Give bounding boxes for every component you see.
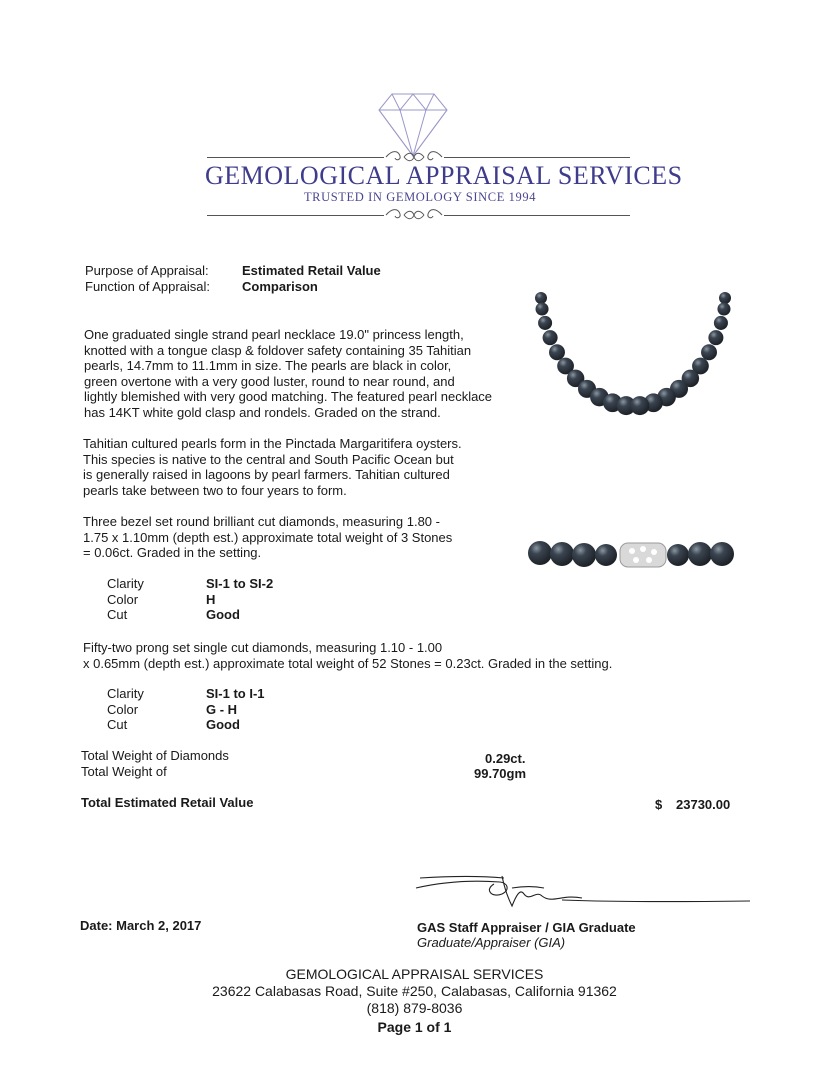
pearl	[719, 292, 731, 304]
text-line: One graduated single strand pearl necklace 19.0" princess length,	[84, 327, 464, 342]
description-paragraph	[84, 327, 524, 421]
text-line: has 14KT white gold clasp and rondels. Graded on the strand.	[84, 404, 441, 420]
text-line: lightly blemished with very good matching. The featured pearl necklace	[84, 389, 493, 405]
pearl	[714, 316, 728, 330]
pearl	[710, 542, 734, 566]
total-retail-currency: $	[655, 797, 663, 812]
text-line: Three bezel set round brilliant cut diamonds, measuring 1.80 -	[83, 514, 440, 529]
signature	[412, 868, 752, 912]
pearl	[688, 542, 712, 566]
purpose-value: Estimated Retail Value	[242, 263, 381, 278]
pearl	[535, 292, 547, 304]
diamond-description-1	[83, 514, 523, 561]
pearl	[572, 543, 596, 567]
page-number: Page 1 of 1	[377, 1019, 452, 1035]
text-line: is generally raised in lagoons by pearl farmers. Tahitian cultured	[83, 467, 450, 483]
function-value: Comparison	[242, 279, 318, 294]
appraiser-name: GAS Staff Appraiser / GIA Graduate	[417, 920, 636, 935]
pearl	[630, 396, 649, 415]
pearl	[595, 544, 617, 566]
text-line: Tahitian cultured pearls form in the Pinctada Margaritifera oysters.	[83, 436, 462, 451]
grade-values-1	[206, 576, 273, 623]
grade-value: SI-1 to SI-2	[206, 576, 274, 591]
pearl	[538, 316, 552, 330]
function-label: Function of Appraisal:	[85, 279, 211, 294]
text-line: knotted with a tongue clasp & foldover safety containing 35 Tahitian	[84, 342, 472, 358]
pearl	[536, 302, 549, 315]
pearl-info-paragraph	[83, 436, 523, 498]
company-name: GEMOLOGICAL APPRAISAL SERVICES	[205, 161, 683, 190]
text-line: pearls, 14.7mm to 11.1mm in size. The pearls are black in color,	[84, 358, 452, 374]
grade-value: SI-1 to I-1	[206, 686, 265, 701]
pearl	[550, 542, 574, 566]
scroll-ornament-bottom-icon	[384, 206, 444, 224]
grade-label: Cut	[107, 717, 128, 732]
pearl	[717, 302, 730, 315]
diamond-description-2	[83, 640, 683, 671]
total-retail-label: Total Estimated Retail Value	[81, 795, 254, 810]
text-line: Fifty-two prong set single cut diamonds, measuring 1.10 - 1.00	[83, 640, 443, 655]
appraisal-date: Date: March 2, 2017	[80, 918, 202, 933]
grade-value: G - H	[206, 701, 238, 717]
grade-table-2	[107, 686, 144, 733]
text-line: 1.75 x 1.10mm (depth est.) approximate total weight of 3 Stones	[83, 529, 453, 545]
company-tagline: TRUSTED IN GEMOLOGY SINCE 1994	[303, 190, 537, 204]
grade-label: Color	[107, 591, 139, 607]
grade-value: Good	[206, 717, 240, 732]
footer	[0, 966, 829, 1036]
total-diamond-weight-label: Total Weight of Diamonds	[81, 748, 229, 763]
total-diamond-weight-value: 0.29ct.	[485, 751, 526, 766]
pearl	[528, 541, 552, 565]
pearl	[543, 330, 558, 345]
footer-company: GEMOLOGICAL APPRAISAL SERVICES	[285, 966, 544, 982]
text-line: This species is native to the central and South Pacific Ocean but	[83, 451, 454, 467]
pearl	[667, 544, 689, 566]
pearl	[701, 344, 717, 360]
total-weight-value: 99.70gm	[474, 766, 527, 781]
grade-label: Clarity	[107, 686, 144, 701]
pearl-clasp-image	[528, 533, 738, 575]
purpose-label: Purpose of Appraisal:	[85, 263, 209, 278]
footer-phone: (818) 879-8036	[366, 1000, 463, 1016]
grade-value: H	[206, 591, 216, 607]
gold-clasp	[620, 543, 666, 567]
pearl	[549, 344, 565, 360]
grade-values-2	[206, 686, 265, 733]
pearl-necklace-image	[528, 284, 738, 422]
text-line: x 0.65mm (depth est.) approximate total weight of 52 Stones = 0.23ct. Graded in the setting.	[83, 655, 613, 671]
text-line: pearls take between two to four years to form.	[83, 482, 347, 498]
total-retail-value: 23730.00	[676, 797, 731, 812]
grade-value: Good	[206, 607, 240, 622]
grade-label: Color	[107, 701, 139, 717]
text-line: = 0.06ct. Graded in the setting.	[83, 545, 262, 561]
total-weight-label: Total Weight of	[81, 764, 167, 779]
text-line: green overtone with a very good luster, round to near round, and	[84, 373, 455, 389]
grade-label: Clarity	[107, 576, 144, 591]
pearl	[708, 330, 723, 345]
grade-label: Cut	[107, 607, 128, 622]
appraiser-title: Graduate/Appraiser (GIA)	[417, 935, 566, 950]
grade-table-1	[107, 576, 144, 623]
footer-address: 23622 Calabasas Road, Suite #250, Calabasas, California 91362	[212, 983, 617, 999]
